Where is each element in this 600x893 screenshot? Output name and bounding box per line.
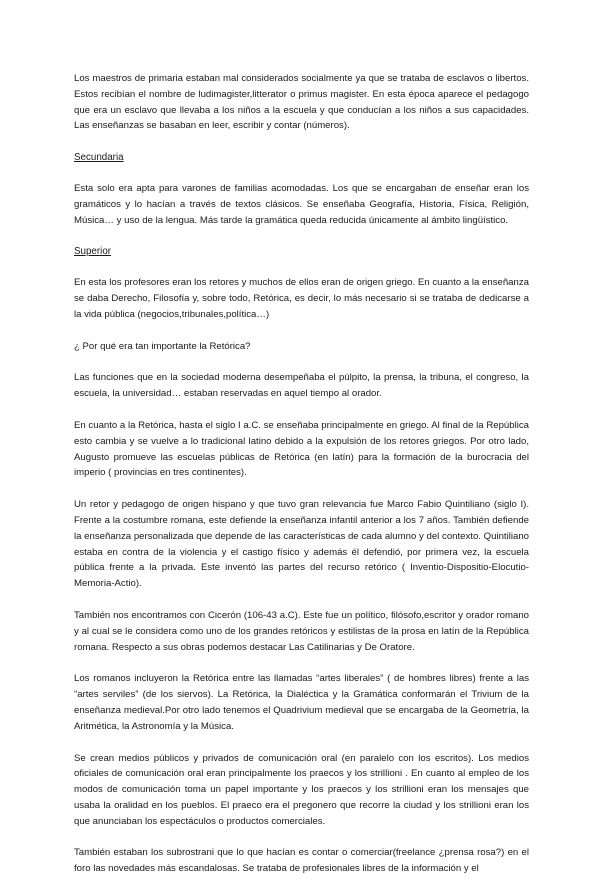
paragraph-medios-comunicacion: Se crean medios públicos y privados de comunicación oral (en paralelo con los escritos). Los medios oficiales de comunicación oral eran principalmente los praecos y los strillioni . En cuanto al empleo de los modos de comunicación toma un papel importante y los praecos y los strillioni eran los mensajes que usaba la oralidad en los pueblos. El praeco era el pregonero que recorre la ciudad y los strillioni eran los que anunciaban los espectáculos o productos comerciales. (74, 752, 529, 827)
heading-secundaria: Secundaria (74, 152, 124, 164)
paragraph-primaria: Los maestros de primaria estaban mal considerados socialmente ya que se trataba de esclavos o libertos. Estos recibían el nombre de ludimagister,litterator o primus magister. En esta época aparece el pedagogo que era un esclavo que llevaba a los niños a la escuela y que conducían a los niños a sus capacidades. Las enseñanzas se basaban en leer, escribir y contar (números). (74, 73, 529, 132)
heading-superior: Superior (74, 246, 112, 258)
paragraph-secundaria: Esta solo era apta para varones de familias acomodadas. Los que se encargaban de enseñar eran los gramáticos y lo hacían a través de textos clásicos. Se enseñaba Geografía, Historia, Física, Religión, Música… y uso de la lengua. Más tarde la gramática queda reducida únicamente al ámbito lingüístico. (74, 182, 529, 226)
document-page (74, 71, 529, 893)
paragraph-superior: En esta los profesores eran los retores y muchos de ellos eran de origen griego. En cuanto a la enseñanza se daba Derecho, Filosofía y, sobre todo, Retórica, es decir, lo más necesario si se trataba de dedicarse a la vida pública (negocios,tribunales,política…) (74, 277, 529, 320)
paragraph-artes-liberales: Los romanos incluyeron la Retórica entre las llamadas “artes liberales” ( de hombres libres) frente a las “artes serviles” (de los siervos). La Retórica, la Dialéctica y la Gramática conformarán el Trivium de la enseñanza medieval.Por otro lado tenemos el Quadrivium medieval que se encargaba de la Geometría, la Aritmética, la Astronomía y la Música. (74, 673, 529, 732)
paragraph-subrostrani: También estaban los subrostrani que lo que hacían es contar o comerciar(freelance ¿prensa rosa?) en el foro las novedades más escandalosas. Se trataba de profesionales libres de la información y el (74, 847, 529, 875)
paragraph-quintiliano: Un retor y pedagogo de origen hispano y que tuvo gran relevancia fue Marco Fabio Quintiliano (siglo I). Frente a la costumbre romana, este defiende la enseñanza infantil anterior a los 7 años. También defiende la enseñanza personalizada que depende de las características de cada alumno y del contexto. Quintiliano estaba en contra de la violencia y el castigo físico y además él defendió, por primera vez, la escuela pública frente a la privada. Este inventó las partes del recurso retórico ( Inventio-Dispositio-Elocutio-Memoria-Actio). (74, 499, 529, 590)
paragraph-funciones: Las funciones que en la sociedad moderna desempeñaba el púlpito, la prensa, la tribuna, el congreso, la escuela, la universidad… estaban reservadas en aquel tiempo al orador. (74, 372, 529, 400)
paragraph-retorica-griego: En cuanto a la Retórica, hasta el siglo I a.C. se enseñaba principalmente en griego. Al final de la República esto cambia y se vuelve a lo tradicional latino debido a la expulsión de los retores griegos. Por otro lado, Augusto promueve las escuelas públicas de Retórica (en latín) para la formación de la burocracia del imperio ( provincias en tres continentes). (74, 419, 529, 479)
question-retorica: ¿ Por qué era tan importante la Retórica? (74, 340, 251, 352)
paragraph-ciceron: También nos encontramos con Cicerón (106-43 a.C). Este fue un político, filósofo,escritor y orador romano y al cual se le considera como uno de los grandes retóricos y estilistas de la prosa en latín de la República romana. Respecto a sus obras podemos destacar Las Catilinarias y De Oratore. (74, 609, 529, 653)
